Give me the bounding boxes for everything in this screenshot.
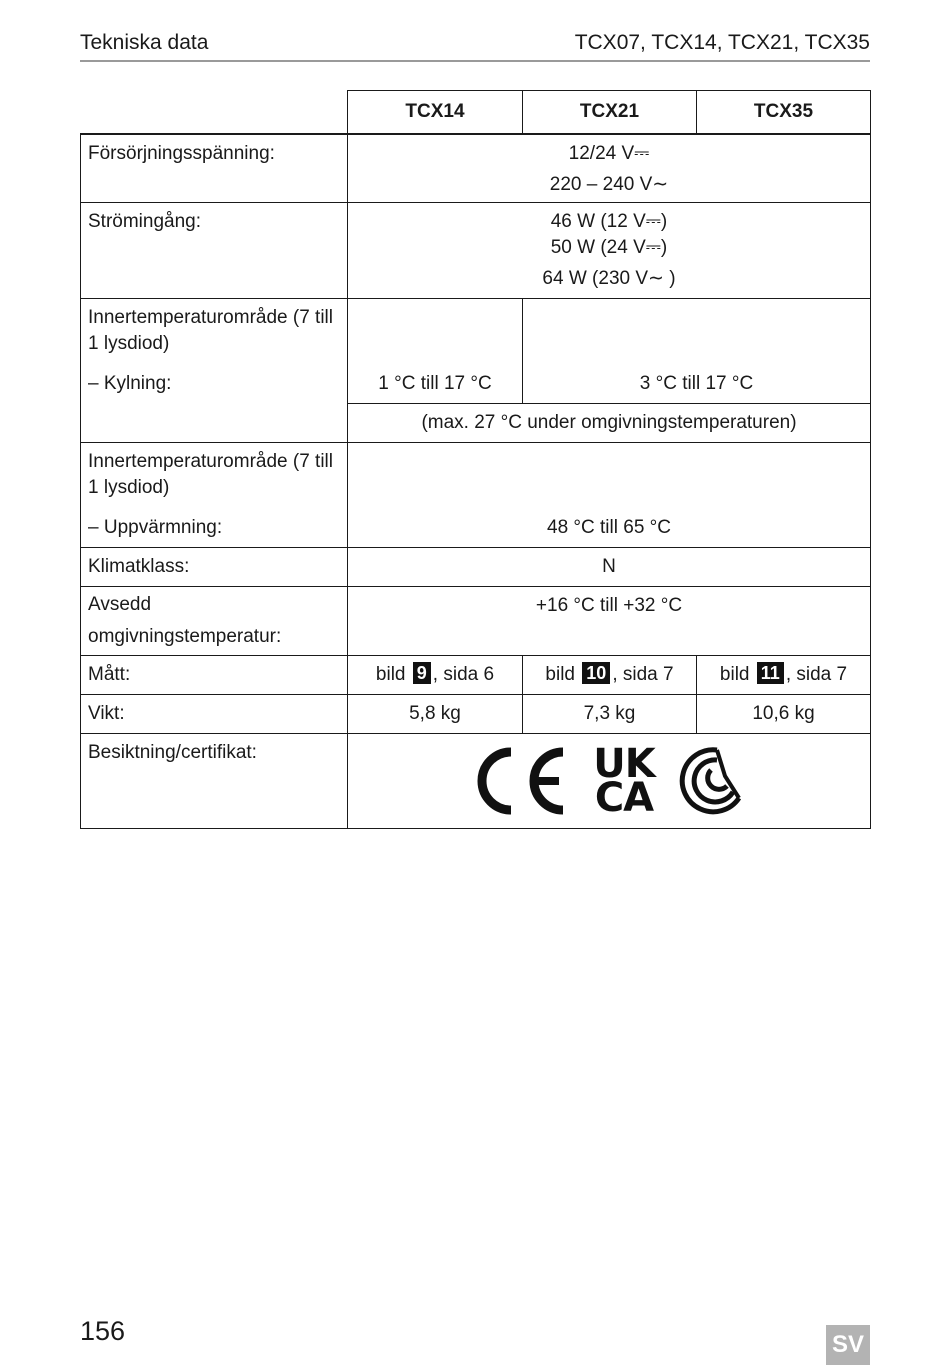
table-row: [81, 443, 871, 548]
cooling-sublabel: – Kylning:: [88, 373, 172, 394]
dimensions-tcx21: [523, 656, 697, 695]
table-row: [81, 734, 871, 829]
ambient-temp-value: +16 °C till +32 °C: [348, 587, 871, 656]
climate-class-label: Klimatklass:: [81, 548, 348, 587]
heating-range-label: Innertemperaturområde (7 till 1 lysdiod): [88, 451, 333, 498]
dimensions-prefix: bild: [545, 664, 575, 685]
page-header: [80, 30, 870, 62]
power-input-value: [348, 203, 871, 299]
power-input-230v: 64 W (230 V∼ ): [542, 268, 676, 289]
heating-sublabel: – Uppvärmning:: [88, 517, 223, 538]
power-input-24v: 50 W (24 V⎓): [550, 237, 668, 258]
cooling-range-label-cell: [81, 299, 348, 443]
dimensions-suffix: , sida 7: [612, 664, 674, 685]
ukca-top: UK: [593, 741, 655, 787]
supply-voltage-label: Försörjningsspänning:: [81, 134, 348, 203]
dimensions-suffix: , sida 7: [785, 664, 848, 685]
table-header-row: [81, 91, 871, 135]
weight-tcx21: 7,3 kg: [523, 695, 697, 734]
page-number: 156: [80, 1316, 126, 1346]
section-title: Tekniska data: [80, 31, 209, 54]
table-row: [81, 134, 871, 203]
cooling-range-tcx21-tcx35: 3 °C till 17 °C: [523, 299, 871, 404]
table-row: [81, 299, 871, 404]
climate-class-value: N: [348, 548, 871, 587]
table-row: [81, 695, 871, 734]
rcm-mark-icon: [677, 746, 743, 816]
ce-mark-icon: [475, 746, 571, 816]
dimensions-prefix: bild: [375, 664, 406, 685]
figure-badge: 11: [757, 662, 784, 684]
figure-badge: 9: [413, 662, 431, 684]
supply-voltage-value: [348, 134, 871, 203]
table-row: [81, 656, 871, 695]
dimensions-prefix: bild: [719, 664, 750, 685]
dimensions-tcx14: [348, 656, 523, 695]
heating-range-value: 48 °C till 65 °C: [348, 443, 871, 548]
table-row: [81, 587, 871, 656]
cooling-range-label: Innertemperaturområde (7 till 1 lysdiod): [88, 307, 333, 354]
cooling-range-tcx14: 1 °C till 17 °C: [348, 299, 523, 404]
table-row: [81, 203, 871, 299]
certificates-value: [348, 734, 871, 829]
models-title: TCX07, TCX14, TCX21, TCX35: [574, 31, 870, 54]
weight-tcx35: 10,6 kg: [697, 695, 871, 734]
column-header-tcx21: TCX21: [523, 91, 697, 135]
heating-range-label-cell: [81, 443, 348, 548]
ukca-bottom: CA: [594, 775, 654, 821]
header-blank-cell: [81, 91, 348, 135]
supply-voltage-ac: 220 – 240 V∼: [549, 174, 669, 195]
dimensions-label: Mått:: [81, 656, 348, 695]
dimensions-tcx35: [697, 656, 871, 695]
certificates-label: Besiktning/certifikat:: [81, 734, 348, 829]
weight-label: Vikt:: [81, 695, 348, 734]
language-badge: SV: [826, 1325, 870, 1365]
table-row: [81, 548, 871, 587]
cooling-range-note: (max. 27 °C under omgivningstemperaturen): [348, 404, 871, 443]
power-input-label: Strömingång:: [81, 203, 348, 299]
dimensions-suffix: , sida 6: [432, 664, 495, 685]
power-input-12v: 46 W (12 V⎓): [550, 211, 668, 232]
figure-badge: 10: [582, 662, 610, 684]
weight-tcx14: 5,8 kg: [348, 695, 523, 734]
column-header-tcx35: TCX35: [697, 91, 871, 135]
column-header-tcx14: TCX14: [348, 91, 523, 135]
ambient-temp-label: Avsedd omgivningstemperatur:: [81, 587, 348, 656]
tech-data-table: [80, 90, 871, 829]
ukca-mark-icon: [593, 741, 655, 821]
supply-voltage-dc: 12/24 V⎓: [568, 143, 650, 164]
